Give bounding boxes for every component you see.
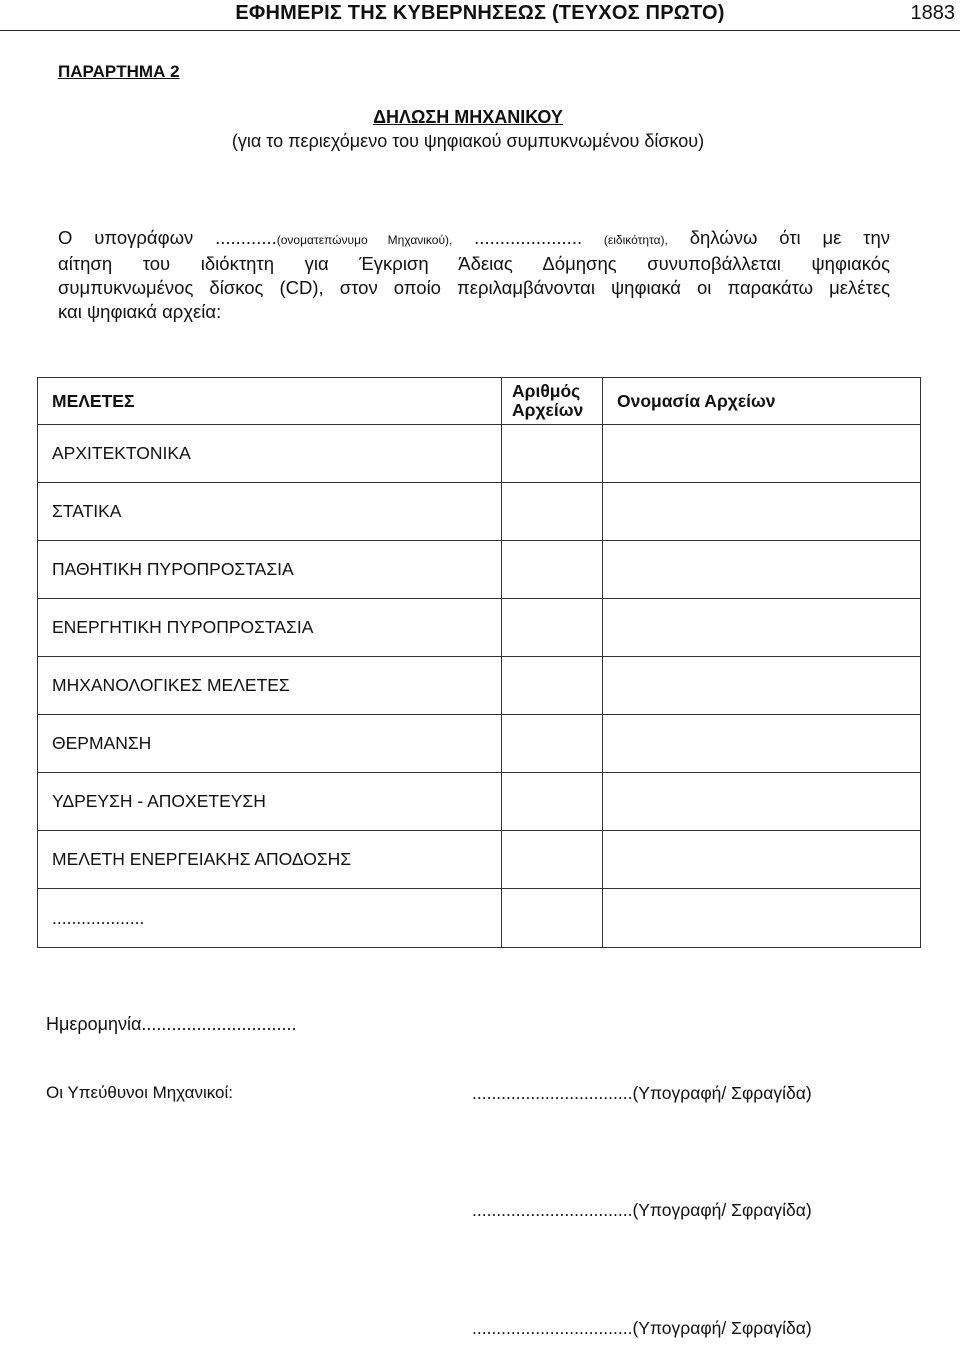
- file-names-cell[interactable]: [603, 541, 921, 599]
- declaration-text: [58, 226, 890, 324]
- table-row: [38, 657, 921, 715]
- header-file-count-line-1: Αριθμός: [512, 381, 581, 401]
- document-title: ΔΗΛΩΣΗ ΜΗΧΑΝΙΚΟΥ: [373, 107, 563, 127]
- declaration-line-2: αίτηση του ιδιόκτητη για Έγκριση Άδειας Δόμησης συνυποβάλλεται ψηφιακός: [58, 253, 890, 274]
- file-names-cell[interactable]: [603, 657, 921, 715]
- file-count-cell[interactable]: [502, 715, 603, 773]
- study-name: ΣΤΑΤΙΚΑ: [38, 483, 502, 541]
- study-name: ΠΑΘΗΤΙΚΗ ΠΥΡΟΠΡΟΣΤΑΣΙΑ: [38, 541, 502, 599]
- file-names-cell[interactable]: [603, 889, 921, 948]
- page-header: [0, 0, 960, 31]
- file-count-cell[interactable]: [502, 599, 603, 657]
- signature-line-3[interactable]: .................................(Υπογραφή/ Σφραγίδα): [472, 1318, 812, 1338]
- annex-label: ΠΑΡΑΡΤΗΜΑ 2: [58, 62, 180, 81]
- declaration-line-1-dots: .....................: [452, 227, 604, 248]
- study-name: ΕΝΕΡΓΗΤΙΚΗ ΠΥΡΟΠΡΟΣΤΑΣΙΑ: [38, 599, 502, 657]
- signature-line-2[interactable]: .................................(Υπογραφή/ Σφραγίδα): [472, 1200, 812, 1220]
- table-row: [38, 715, 921, 773]
- study-name: ΑΡΧΙΤΕΚΤΟΝΙΚΑ: [38, 425, 502, 483]
- header-file-count: [502, 378, 603, 425]
- file-names-cell[interactable]: [603, 773, 921, 831]
- studies-table: [37, 377, 921, 948]
- study-name: ΜΕΛΕΤΗ ΕΝΕΡΓΕΙΑΚΗΣ ΑΠΟΔΟΣΗΣ: [38, 831, 502, 889]
- file-names-cell[interactable]: [603, 483, 921, 541]
- table-row: [38, 831, 921, 889]
- file-names-cell[interactable]: [603, 715, 921, 773]
- study-name: ΜΗΧΑΝΟΛΟΓΙΚΕΣ ΜΕΛΕΤΕΣ: [38, 657, 502, 715]
- file-count-cell[interactable]: [502, 773, 603, 831]
- table-row: [38, 483, 921, 541]
- file-names-cell[interactable]: [603, 599, 921, 657]
- specialty-hint: (ειδικότητα),: [603, 233, 668, 247]
- study-name-blank[interactable]: ...................: [38, 889, 502, 948]
- declaration-line-3: συμπυκνωμένος δίσκος (CD), στον οποίο περιλαμβάνονται ψηφιακά οι παρακάτω μελέτες: [58, 277, 890, 298]
- table-row: [38, 425, 921, 483]
- file-names-cell[interactable]: [603, 425, 921, 483]
- table-row: [38, 541, 921, 599]
- declaration-line-1: [58, 226, 890, 252]
- file-count-cell[interactable]: [502, 831, 603, 889]
- header-file-count-line-2: Αρχείων: [512, 400, 584, 420]
- file-count-cell[interactable]: [502, 425, 603, 483]
- signature-line-1[interactable]: .................................(Υπογραφή/ Σφραγίδα): [472, 1083, 812, 1103]
- date-field[interactable]: Ημερομηνία...............................: [46, 1014, 297, 1034]
- file-count-cell[interactable]: [502, 541, 603, 599]
- file-count-cell[interactable]: [502, 889, 603, 948]
- responsible-engineers-label: Οι Υπεύθυνοι Μηχανικοί:: [46, 1083, 233, 1102]
- page-number: 1883: [910, 2, 955, 24]
- table-row: [38, 889, 921, 948]
- file-count-cell[interactable]: [502, 657, 603, 715]
- gazette-title: ΕΦΗΜΕΡΙΣ ΤΗΣ ΚΥΒΕΡΝΗΣΕΩΣ (ΤΕΥΧΟΣ ΠΡΩΤΟ): [235, 2, 725, 24]
- study-name: ΥΔΡΕΥΣΗ - ΑΠΟΧΕΤΕΥΣΗ: [38, 773, 502, 831]
- header-studies: ΜΕΛΕΤΕΣ: [38, 378, 502, 425]
- file-count-cell[interactable]: [502, 483, 603, 541]
- declaration-line-1-end: δηλώνω ότι με την: [667, 227, 891, 248]
- file-names-cell[interactable]: [603, 831, 921, 889]
- declaration-line-4: και ψηφιακά αρχεία:: [58, 301, 222, 322]
- table-row: [38, 599, 921, 657]
- engineer-name-hint: (ονοματεπώνυμο Μηχανικού),: [276, 233, 453, 247]
- table-row: [38, 773, 921, 831]
- header-file-names: Ονομασία Αρχείων: [603, 378, 921, 425]
- table-header-row: [38, 378, 921, 425]
- document-subtitle: (για το περιεχόμενο του ψηφιακού συμπυκνωμένου δίσκου): [231, 131, 705, 151]
- declaration-line-1-start: Ο υπογράφων ............: [58, 227, 277, 248]
- study-name: ΘΕΡΜΑΝΣΗ: [38, 715, 502, 773]
